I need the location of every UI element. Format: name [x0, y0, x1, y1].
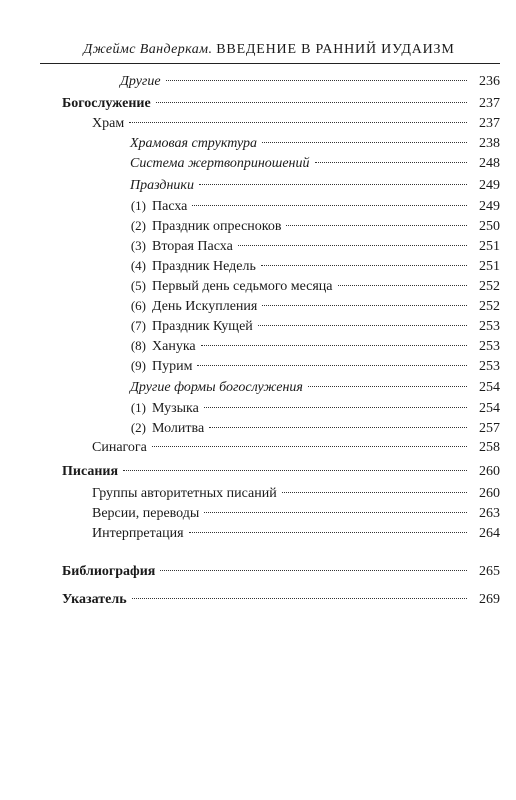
toc-entry-label: Синагога [92, 440, 147, 455]
toc-page-number: 251 [479, 259, 500, 274]
toc-page-number: 260 [479, 486, 500, 501]
dot-leader [286, 225, 467, 226]
toc-item-number: (9) [130, 358, 146, 373]
dot-leader [189, 532, 467, 533]
toc-page-number: 265 [479, 564, 500, 579]
toc-page-number: 260 [479, 464, 500, 479]
toc-entry-others [0, 72, 516, 92]
toc-entry-label: Музыка [152, 401, 199, 416]
toc-page-number: 263 [479, 506, 500, 521]
toc-entry-festivals [0, 176, 516, 196]
toc-entry-interpretation [0, 524, 516, 544]
toc-entry-scriptures [0, 462, 516, 482]
toc-entry-purim [0, 356, 516, 376]
toc-item-number: (2) [130, 218, 146, 233]
dot-leader [204, 407, 467, 408]
toc-entry-label: Пасха [152, 199, 188, 214]
toc-entry-atonement [0, 296, 516, 316]
dot-leader [262, 142, 467, 143]
toc-page-number: 253 [479, 359, 500, 374]
dot-leader [338, 285, 467, 286]
toc-entry-label: Библиография [62, 564, 156, 579]
dot-leader [238, 245, 467, 246]
toc-entry-label: Другие формы богослужения [130, 380, 303, 395]
toc-entry-hanukkah [0, 336, 516, 356]
toc-page-number: 251 [479, 239, 500, 254]
toc-entry-other-worship-forms [0, 378, 516, 398]
dot-leader [129, 122, 467, 123]
toc-entry-temple-structure [0, 134, 516, 154]
toc-item-number: (1) [130, 198, 146, 213]
dot-leader [160, 570, 467, 571]
dot-leader [192, 205, 467, 206]
dot-leader [132, 598, 467, 599]
toc-entry-temple [0, 114, 516, 134]
toc-entry-worship [0, 94, 516, 114]
toc-entry-label: Пурим [152, 359, 193, 374]
toc-entry-label: Праздник опресноков [152, 219, 282, 234]
dot-leader [308, 386, 467, 387]
toc-page-number: 257 [479, 421, 500, 436]
dot-leader [258, 325, 467, 326]
toc-entry-synagogue [0, 438, 516, 458]
toc-entry-label: Другие [120, 74, 161, 89]
toc-entry-tabernacles [0, 316, 516, 336]
toc-entry-label: День Искупления [152, 299, 258, 314]
toc-item-number: (8) [130, 338, 146, 353]
toc-page-number: 250 [479, 219, 500, 234]
dot-leader [209, 427, 467, 428]
toc-entry-label: Группы авторитетных писаний [92, 486, 277, 501]
dot-leader [204, 512, 467, 513]
toc-entry-unleavened-bread [0, 216, 516, 236]
toc-page-number: 258 [479, 440, 500, 455]
toc-item-number: (4) [130, 258, 146, 273]
dot-leader [261, 265, 467, 266]
dot-leader [156, 102, 467, 103]
dot-leader [282, 492, 467, 493]
toc-entry-passover [0, 196, 516, 216]
toc-entry-label: Праздник Недель [152, 259, 256, 274]
toc-entry-second-passover [0, 236, 516, 256]
running-head [38, 42, 500, 58]
toc-entry-label: Богослужение [62, 96, 151, 111]
toc-entry-label: Молитва [152, 421, 205, 436]
toc-entry-label: Версии, переводы [92, 506, 200, 521]
toc-item-number: (2) [130, 420, 146, 435]
dot-leader [315, 162, 467, 163]
toc-page-number: 254 [479, 401, 500, 416]
dot-leader [201, 345, 467, 346]
toc-entry-weeks [0, 256, 516, 276]
dot-leader [152, 446, 467, 447]
toc-entry-versions [0, 504, 516, 524]
header-title: ВВЕДЕНИЕ В РАННИЙ ИУДАИЗМ [216, 42, 455, 57]
dot-leader [199, 184, 467, 185]
toc-item-number: (6) [130, 298, 146, 313]
toc-entry-prayer [0, 418, 516, 438]
toc-entry-label: Ханука [152, 339, 196, 354]
header-rule [40, 63, 500, 64]
toc-entry-label: Система жертвоприношений [130, 156, 310, 171]
toc-page-number: 249 [479, 199, 500, 214]
dot-leader [262, 305, 467, 306]
toc-entry-label: Интерпретация [92, 526, 184, 541]
toc-entry-seventh-month [0, 276, 516, 296]
toc-item-number: (7) [130, 318, 146, 333]
toc-page-number: 237 [479, 96, 500, 111]
dot-leader [123, 470, 467, 471]
toc-page-number: 237 [479, 116, 500, 131]
toc-entry-label: Писания [62, 464, 119, 479]
toc-entry-bibliography [0, 562, 516, 582]
toc-entry-label: Праздник Кущей [152, 319, 253, 334]
toc-entry-label: Храмовая структура [130, 136, 257, 151]
toc-entry-label: Указатель [62, 592, 127, 607]
toc-page-number: 269 [479, 592, 500, 607]
toc-page-number: 236 [479, 74, 500, 89]
toc-item-number: (5) [130, 278, 146, 293]
toc-page-number: 248 [479, 156, 500, 171]
toc-page-number: 252 [479, 299, 500, 314]
toc-entry-authoritative-groups [0, 484, 516, 504]
toc-entry-sacrifice-system [0, 154, 516, 174]
header-author: Джеймс Вандеркам. [83, 42, 213, 57]
toc-entry-label: Храм [92, 116, 125, 131]
toc-page-number: 238 [479, 136, 500, 151]
toc-page-number: 254 [479, 380, 500, 395]
toc-item-number: (3) [130, 238, 146, 253]
toc-page-number: 252 [479, 279, 500, 294]
toc-entry-index [0, 590, 516, 610]
toc-entry-music [0, 398, 516, 418]
dot-leader [166, 80, 467, 81]
dot-leader [197, 365, 467, 366]
toc-page-number: 253 [479, 339, 500, 354]
toc-page-number: 264 [479, 526, 500, 541]
toc-page-number: 249 [479, 178, 500, 193]
toc-entry-label: Вторая Пасха [152, 239, 233, 254]
toc-page-number: 253 [479, 319, 500, 334]
toc-entry-label: Первый день седьмого месяца [152, 279, 333, 294]
toc-item-number: (1) [130, 400, 146, 415]
toc-entry-label: Праздники [130, 178, 194, 193]
